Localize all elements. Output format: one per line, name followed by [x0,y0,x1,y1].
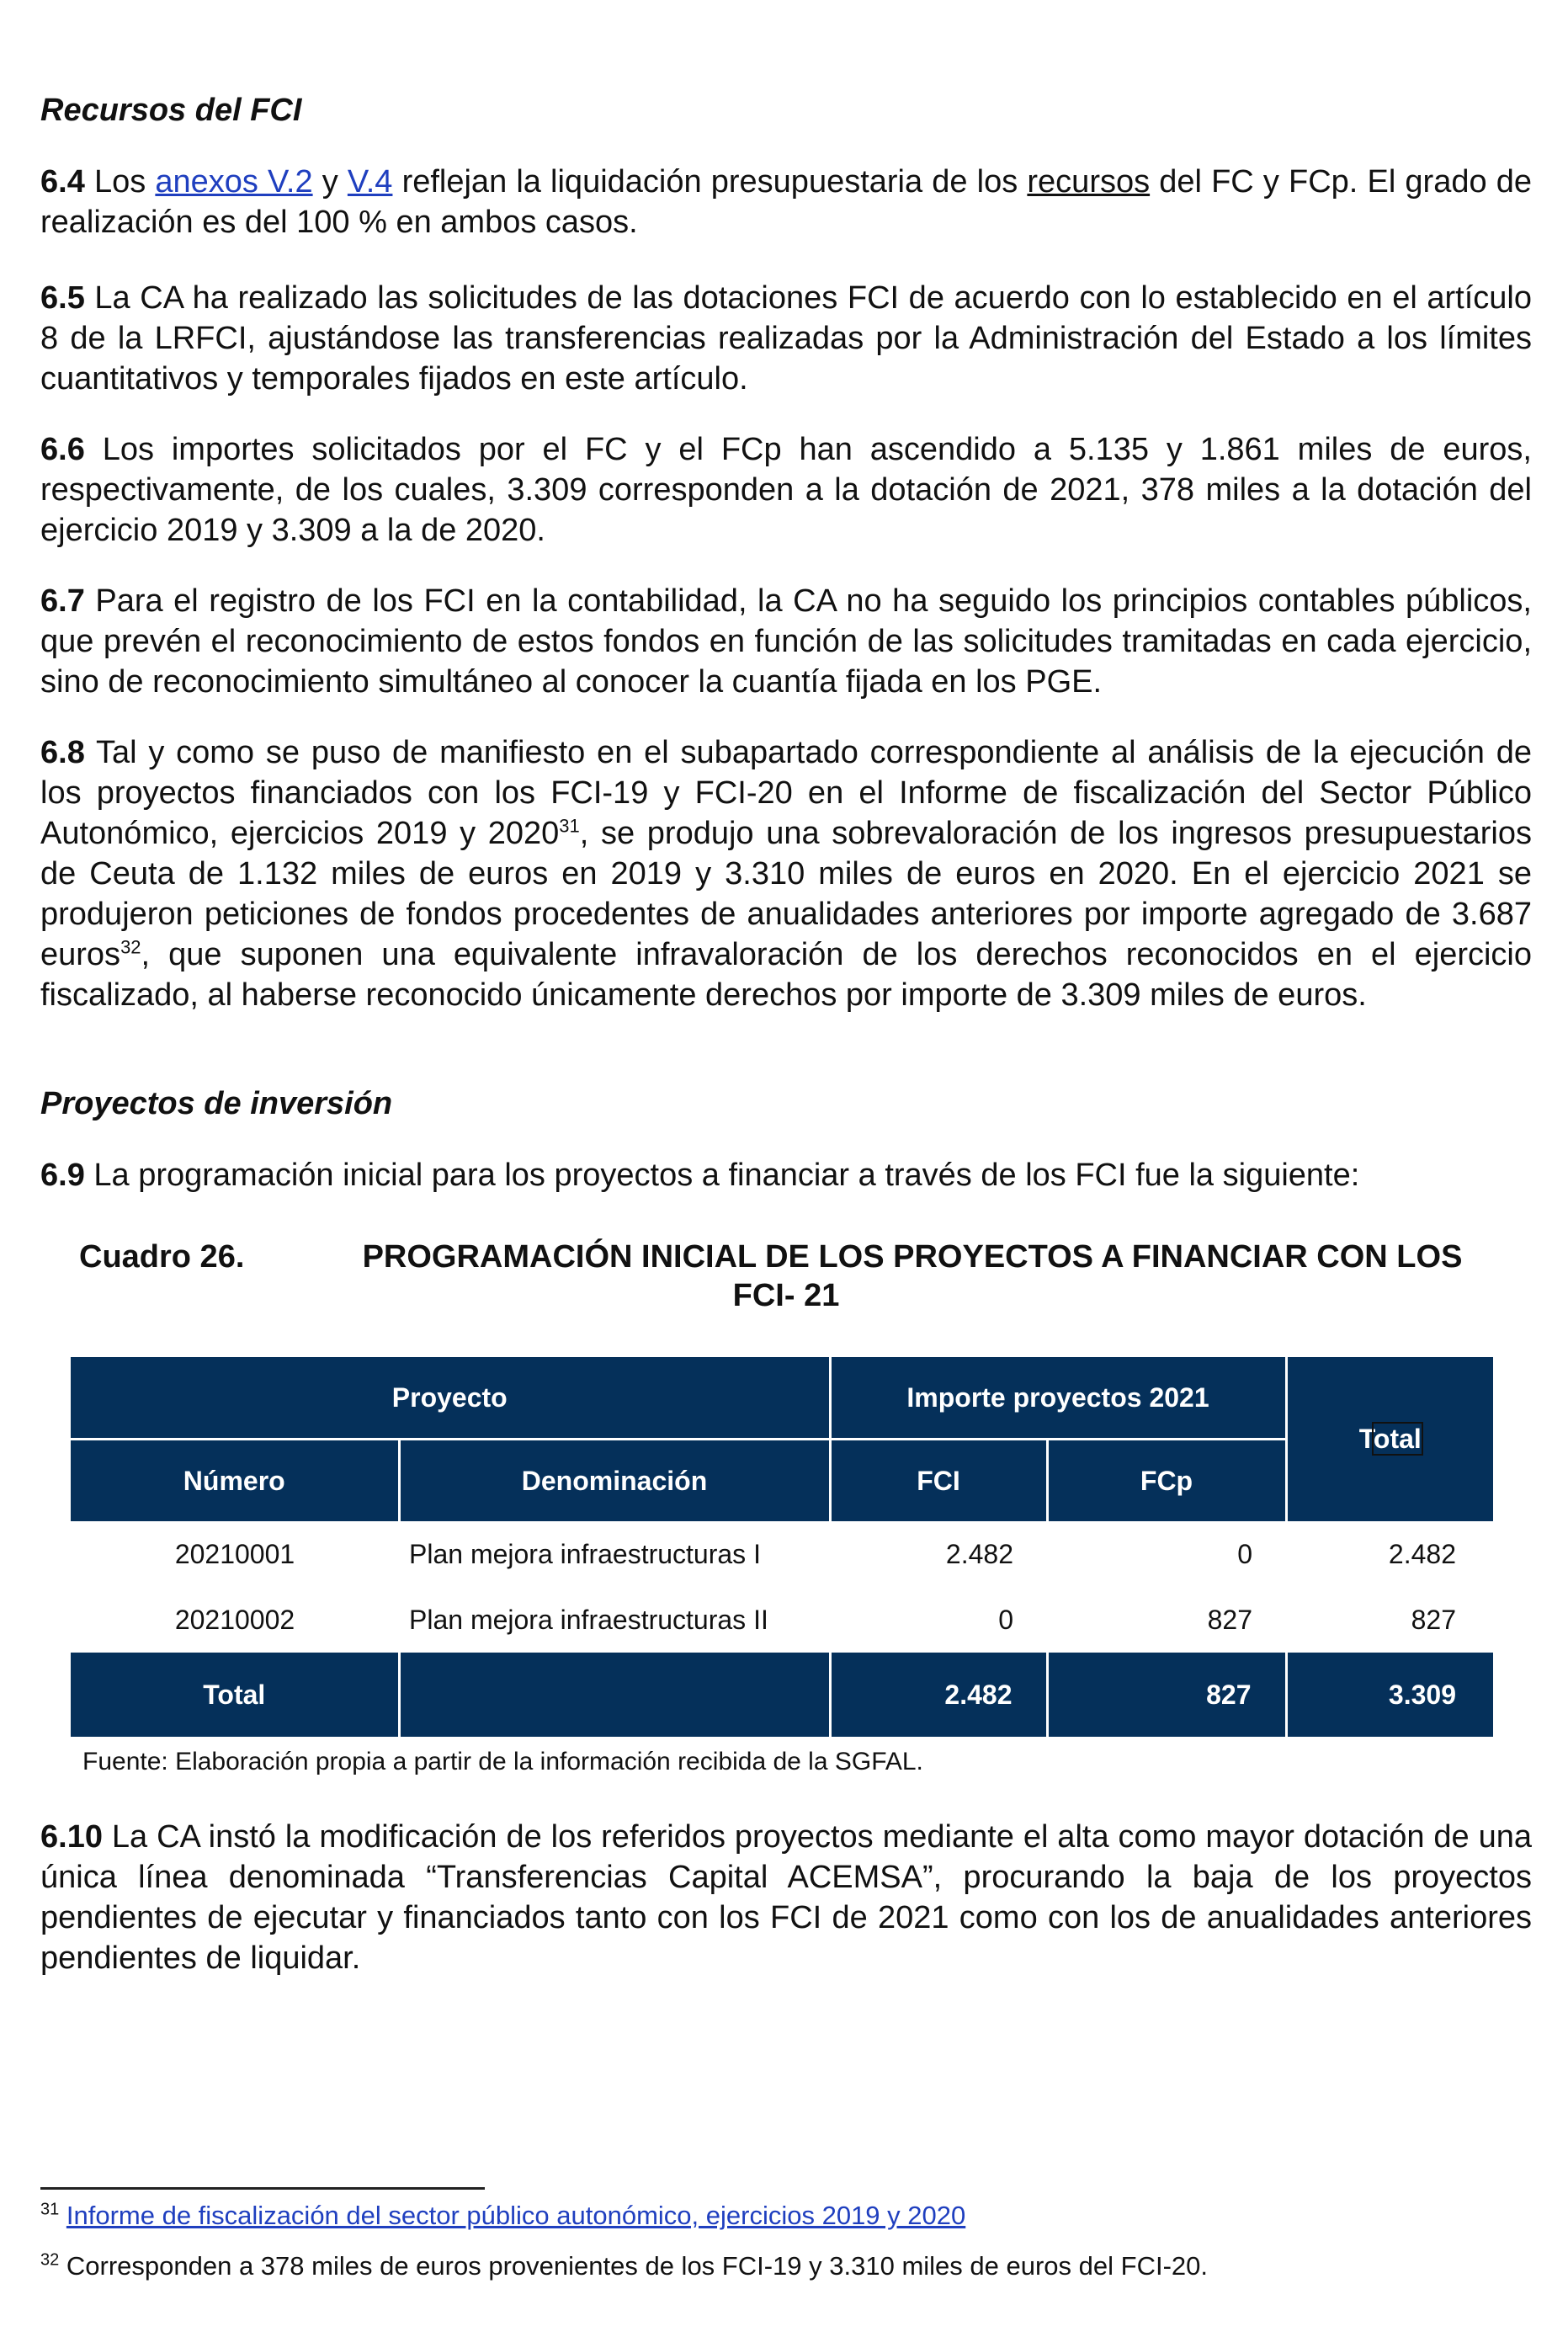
caption-title-line2: FCI- 21 [732,1278,840,1313]
cell-fci: 0 [998,1604,1013,1635]
footnote-number: 32 [40,2250,60,2270]
cell-total: 2.482 [1388,1538,1456,1569]
section-title-proyectos: Proyectos de inversión [40,1086,393,1121]
cell-fcp: 0 [1237,1538,1252,1569]
footnote-link-informe[interactable]: Informe de fiscalización del sector público autonómico, ejercicios 2019 y 2020 [66,2201,966,2230]
cell-numero: 20210002 [174,1604,295,1635]
header-importe-proyectos: Importe proyectos 2021 [830,1357,1286,1440]
footnote-divider [40,2187,485,2190]
text: Para el registro de los FCI en la contabilidad, la CA no ha seguido los principios contables públicos, que prevén el reconocimiento de estos fondos en función de las solicitudes tramitadas en cada ejercicio, sino de reconocimiento simultáneo al conocer la cuantía fijada en los PGE. [40,583,1532,700]
text: Tal y como se puso de manifiesto en el subapartado correspondiente al análisis de la ejecución de los proyectos financiados con los FCI-19 y FCI-20 en el Informe de fiscalización del Sector Público Autonómico, ejercicios 2019 y 2020 [40,735,1532,851]
header-fci: FCI [830,1440,1047,1522]
paragraph-6-6 [40,429,1532,551]
cell-denominacion: Plan mejora infraestructuras I [409,1538,761,1569]
table-total-row [71,1653,1493,1737]
text: y [312,164,348,200]
cell-total-denominacion [399,1653,830,1737]
text: La CA ha realizado las solicitudes de las dotaciones FCI de acuerdo con lo establecido en el artículo 8 de la LRFCI, ajustándose las transferencias realizadas por la Administración del Estado a los límites cuantitativos y temporales fijados en este artículo. [40,280,1532,397]
projects-table [71,1357,1493,1737]
cell-total-fci: 2.482 [830,1653,1047,1737]
cell-fcp: 827 [1207,1604,1252,1635]
paragraph-number: 6.10 [40,1819,103,1855]
paragraph-6-5 [40,278,1532,399]
link-anexo-v4[interactable]: V.4 [347,164,393,200]
cell-numero: 20210001 [174,1538,295,1569]
section-title-recursos: Recursos del FCI [40,93,302,128]
header-denominacion: Denominación [399,1440,830,1522]
footnote-number: 31 [40,2200,60,2219]
text: Los [84,164,156,200]
paragraph-number: 6.7 [40,583,85,619]
footnote-31 [40,2199,965,2233]
paragraph-number: 6.9 [40,1158,85,1193]
cell-total: 827 [1411,1604,1456,1635]
header-total [1286,1357,1493,1521]
table-row [71,1521,1493,1587]
header-total-boxed-text: otal [1373,1424,1422,1454]
table-source-note: Fuente: Elaboración propia a partir de la información recibida de la SGFAL. [82,1748,923,1775]
cell-total-total: 3.309 [1286,1653,1493,1737]
text: del FC y FCp. El grado de realización es del 100 % en ambos casos. [40,164,1533,240]
caption-label: Cuadro 26. [79,1239,245,1275]
cell-denominacion: Plan mejora infraestructuras II [409,1604,768,1635]
footnote-ref-31[interactable]: 31 [559,815,580,837]
cell-total-fcp: 827 [1047,1653,1286,1737]
header-total-text: T [1358,1424,1374,1454]
table-header-row-1 [71,1357,1493,1440]
link-anexo-v2[interactable]: anexos V.2 [155,164,313,200]
header-numero: Número [71,1440,399,1522]
paragraph-number: 6.4 [40,164,85,200]
cell-total-label: Total [71,1653,399,1737]
text: Los importes solicitados por el FC y el FCp han ascendido a 5.135 y 1.861 miles de euros, respectivamente, de los cuales, 3.309 corresponden a la dotación de 2021, 378 miles a la dotación del ejercicio 2019 y 3.309 a la de 2020. [40,432,1532,548]
table-row [71,1587,1493,1653]
paragraph-6-7 [40,581,1532,702]
paragraph-6-4 [40,162,1532,242]
paragraph-number: 6.6 [40,432,85,467]
footnote-ref-32[interactable]: 32 [120,936,141,958]
caption-title-line1: PROGRAMACIÓN INICIAL DE LOS PROYECTOS A FINANCIAR CON LOS [362,1239,1463,1275]
footnote-32 [40,2249,1208,2283]
text: reflejan la liquidación presupuestaria de los [392,164,1028,200]
paragraph-6-8 [40,732,1532,1015]
text: , se produjo una sobrevaloración de los ingresos presupuestarios de Ceuta de 1.132 miles de euros en 2019 y 3.310 miles de euros en 2020. En el ejercicio 2021 se produjeron peticiones de fondos procedentes de anualidades anteriores por importe agregado de 3.687 euros [40,816,1532,972]
paragraph-6-9 [40,1155,1532,1195]
cell-fci: 2.482 [945,1538,1013,1569]
text: La programación inicial para los proyectos a financiar a través de los FCI fue la siguiente: [84,1158,1360,1193]
table-header-row-2 [71,1440,1493,1522]
header-proyecto: Proyecto [71,1357,830,1440]
underlined-term: recursos [1027,164,1151,200]
paragraph-6-10 [40,1817,1532,1978]
paragraph-number: 6.8 [40,735,85,770]
text: La CA instó la modificación de los referidos proyectos mediante el alta como mayor dotación de una única línea denominada “Transferencias Capital ACEMSA”, procurando la baja de los proyectos pendientes de ejecutar y financiados tanto con los FCI de 2021 como con los de anualidades anteriores pendientes de liquidar. [40,1819,1532,1976]
footnote-text: Corresponden a 378 miles de euros provenientes de los FCI-19 y 3.310 miles de euros del FCI-20. [66,2251,1208,2281]
header-fcp: FCp [1047,1440,1286,1522]
paragraph-number: 6.5 [40,280,85,316]
text: , que suponen una equivalente infravaloración de los derechos reconocidos en el ejercicio fiscalizado, al haberse reconocido únicamente derechos por importe de 3.309 miles de euros. [40,937,1532,1013]
